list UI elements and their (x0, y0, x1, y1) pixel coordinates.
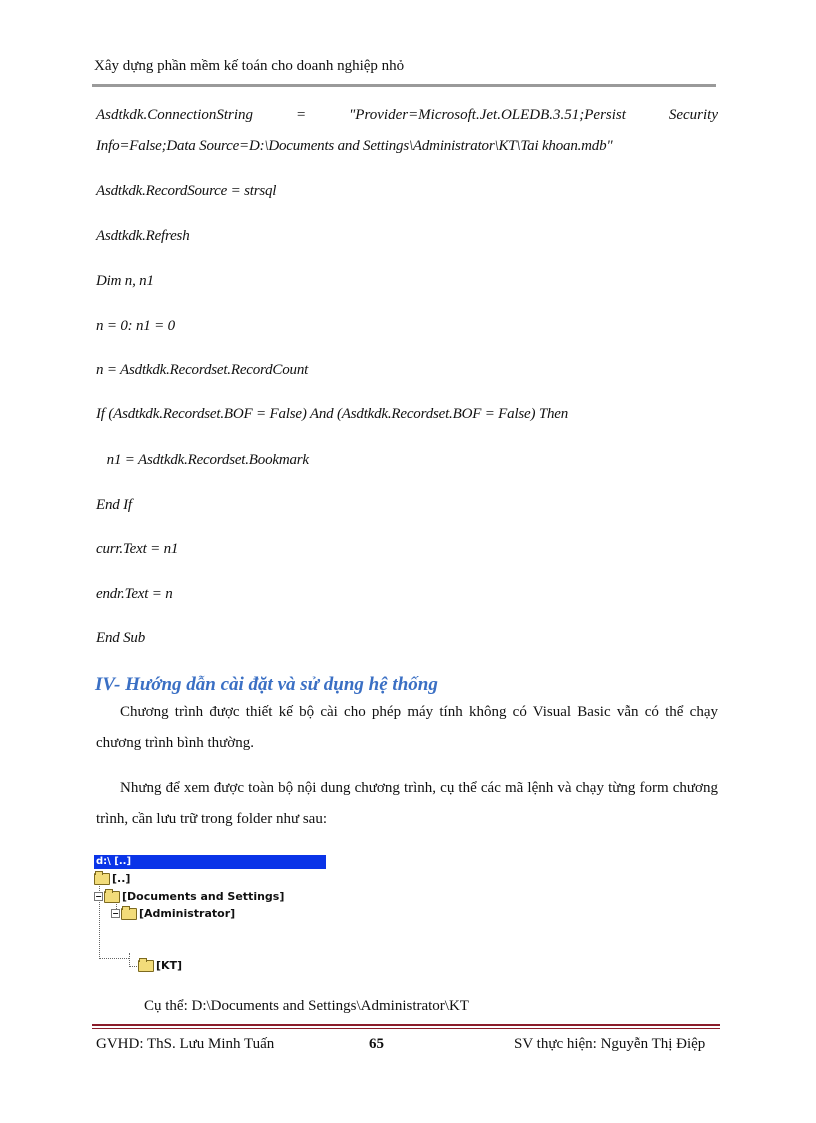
paragraph: Nhưng để xem được toàn bộ nội dung chương trình, cụ thể các mã lệnh và chạy từng form chương trình, cần lưu trữ trong folder như sau: (96, 780, 718, 827)
code-line: n = 0: n1 = 0 (96, 318, 175, 334)
section-heading: IV- Hướng dẫn cài đặt và sử dụng hệ thống (95, 674, 438, 695)
tree-connector (99, 958, 129, 959)
tree-item-administrator[interactable]: − [Administrator] (112, 907, 236, 920)
code-line: End If (96, 497, 132, 513)
code-line-connection-string (96, 107, 718, 124)
folder-open-icon (121, 908, 137, 920)
code-line: Dim n, n1 (96, 273, 154, 289)
code-token: Security (668, 107, 718, 123)
folder-open-icon (104, 891, 120, 903)
code-line: endr.Text = n (96, 586, 173, 602)
footer-supervisor: GVHD: ThS. Lưu Minh Tuấn (96, 1036, 275, 1052)
code-line: Asdtkdk.RecordSource = strsql (96, 183, 277, 199)
tree-item-kt[interactable]: [KT] (138, 959, 182, 972)
code-line: Asdtkdk.Refresh (96, 228, 190, 244)
folder-icon (138, 960, 154, 972)
page-number: 65 (369, 1036, 384, 1052)
footer-rule (92, 1024, 720, 1026)
header-title: Xây dựng phần mềm kế toán cho doanh nghiệp nhỏ (94, 58, 405, 74)
collapse-icon[interactable]: − (95, 892, 102, 901)
code-line: curr.Text = n1 (96, 541, 179, 557)
header-rule (92, 84, 716, 87)
code-token: Asdtkdk.ConnectionString (96, 107, 254, 123)
path-caption: Cụ thể: D:\Documents and Settings\Administrator\KT (144, 998, 469, 1014)
code-line: If (Asdtkdk.Recordset.BOF = False) And (Asdtkdk.Recordset.BOF = False) Then (96, 406, 569, 422)
folder-tree (94, 855, 326, 975)
tree-item-documents-and-settings[interactable]: − [Documents and Settings] (95, 890, 285, 903)
tree-connector (129, 966, 137, 967)
code-line: n = Asdtkdk.Recordset.RecordCount (96, 362, 309, 378)
code-token: = (295, 107, 307, 123)
drive-selector[interactable]: d:\ [..] (94, 855, 326, 869)
footer-student: SV thực hiện: Nguyễn Thị Điệp (514, 1036, 706, 1052)
collapse-icon[interactable]: − (112, 909, 119, 918)
code-line-connection-cont: Info=False;Data Source=D:\Documents and Settings\Administrator\KT\Tai khoan.mdb" (96, 138, 613, 154)
folder-open-icon (94, 873, 110, 885)
code-line: End Sub (96, 630, 146, 646)
code-token: "Provider=Microsoft.Jet.OLEDB.3.51;Persist (349, 107, 626, 123)
tree-connector (129, 953, 130, 967)
code-line: n1 = Asdtkdk.Recordset.Bookmark (96, 452, 309, 468)
tree-item-root[interactable]: [..] (94, 872, 130, 885)
paragraph: Chương trình được thiết kế bộ cài cho phép máy tính không có Visual Basic vẫn có thể chạy chương trình bình thường. (96, 704, 718, 751)
footer-rule (92, 1028, 720, 1029)
